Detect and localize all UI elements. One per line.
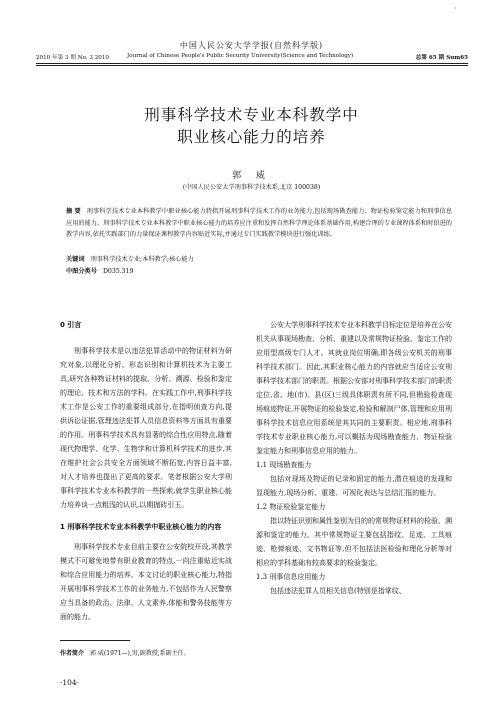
classification-label: 中图分类号 [66,268,97,275]
running-header [36,53,468,61]
scan-speck: · [454,4,457,13]
subsection-1-2-text: 指以特征识别和属性鉴别为目的的常规物证材料的检验、溯源和鉴定的能力。其中常规物证主要包括指纹、足迹、工具痕迹、枪弹痕迹、文书物证等,但不包括法医检验和理化分析等对相应的学科基础有较高要求的检验鉴定。 [256,517,452,567]
subsection-1-2-title: 1.2 物证检验鉴定能力 [256,503,326,511]
subsection-1-1-title: 1.1 现场勘查能力 [256,461,312,469]
abstract [66,206,452,241]
classification-text: D035.319 [102,268,134,275]
subsection-1-3-text: 包括违法犯罪人员相关信息(特别是指掌纹、 [270,587,406,595]
paper-title-line1: 刑事科学技术专业本科教学中 [144,106,359,124]
subsection-1-3-title: 1.3 刑事信息应用能力 [256,573,326,581]
left-column [60,318,232,624]
keywords [66,254,194,263]
header-rule-thin [36,65,468,66]
section-0-title: 0 引言 [60,321,82,329]
author-footnote [60,648,190,657]
paper-title-line2: 职业核心能力的培养 [177,128,326,146]
footnote-text: 郭 威(1971—),男,副教授,系副主任。 [90,650,190,657]
section-0-text: 刑事科学技术是以违法犯罪活动中的物证材料为研究对象,以理化分析、形态识别和计算机技术为主要工具,研究各种物证材料的提取、分析、溯源、检验和鉴定的理论、技术和方法的学科。在实践工作中,刑事科学技术工作是公安工作的重要组成部分,在指明侦查方向,提供诉讼证据,管理违法犯罪人员信息资料等方面具有重要的作用。刑事科学技术具有显著的综合性应用特点,随着现代物理学、化学、生物学和计算机科学技术的进步,其在维护社会公共安全方面领域不断拓宽,内容日益丰富,对人才培养也提出了更高的要求。笔者根据公安大学刑事科学技术专业本科教学的一些探索,就学生职业核心能力培养谈一点粗浅的认识,以期抛砖引玉。 [60,347,232,509]
section-1-text: 刑事科学技术专业目前主要在公安院校开设,其教学模式不可避免地带有职业教育的特点,一向注重贴近实战和综合应用能力的培养。本文讨论的职业核心能力,特指开展刑事科学技术工作的业务能力,不包括作为人民警察应当具备的政治、法律、人文素养,体能和警务技能等方面的能力。 [60,543,232,621]
abstract-label: 摘 要 [66,208,81,215]
author-affiliation: (中国人民公安大学刑事科学技术系,北京 100038) [182,184,321,191]
header-rule [36,63,468,64]
total-issue: 总第 65 期 Sum65 [415,55,468,61]
abstract-text: 刑事科学技术专业本科教学中职业核心能力特指开展刑事科学技术工作的业务能力,包括现场勘查能力、物证检验鉴定能力和刑事信息应用的能力。刑事科学技术专业本科教学中职业核心能力的培养应注重和发挥自然科学理论体系基础作用,构建合理的专业课程体系和时俱进的教学内容,依托实践部门的力量保证课程教学内容贴近实际,并通过专门实践教学模块进行强化训练。 [66,208,453,238]
classification-number [66,266,134,275]
journal-name-en: Journal of Chinese People's Public Security University(Science and Technology) [126,53,354,59]
issue-number: 2010 年第 3 期 No. 3 2010 [36,55,109,61]
journal-name: 中国人民公安大学学报(自然科学版) [179,41,324,50]
page-number: ·104· [60,678,80,687]
footnote-label: 作者简介 [60,650,85,657]
keywords-text: 刑事科学技术专业;本科教学;核心能力 [90,256,194,263]
right-column [256,318,452,598]
section-1-title: 1 刑事科学技术专业本科教学中职业核心能力的内容 [60,523,222,531]
footnote-rule [60,640,130,641]
author-name: 郭 威 [232,171,271,181]
keywords-label: 关键词 [66,256,85,263]
subsection-1-1-text: 包括对现场及物证的记录和固定的能力,潜在痕迹的发现和显现能力,现场分析、重建、可视化表达与总结汇报的能力。 [256,475,452,497]
right-intro-text: 公安大学刑事科学技术专业本科教学目标定位是培养在公安机关从事现场勘查、分析、重建以及常规物证检验、鉴定工作的应用型高级专门人才。其就业岗位明确,即各级公安机关的刑事科学技术部门。因此,其职业核心能力的内容就应当适应公安刑事科学技术部门的职责。根据公安部对刑事科学技术部门的职责定位,省、地(市)、县(区)三级具体职责有所不同,但勘验检查现场痕迹物证,开展物证的检验鉴定,检验和解剖尸体,管理和应用刑事科学技术信息应用系统是其共同的主要职责。相应地,刑事科学技术专业职业核心能力,可以概括为现场勘查能力、物证检验鉴定能力和刑事信息应用的能力。 [256,321,452,455]
